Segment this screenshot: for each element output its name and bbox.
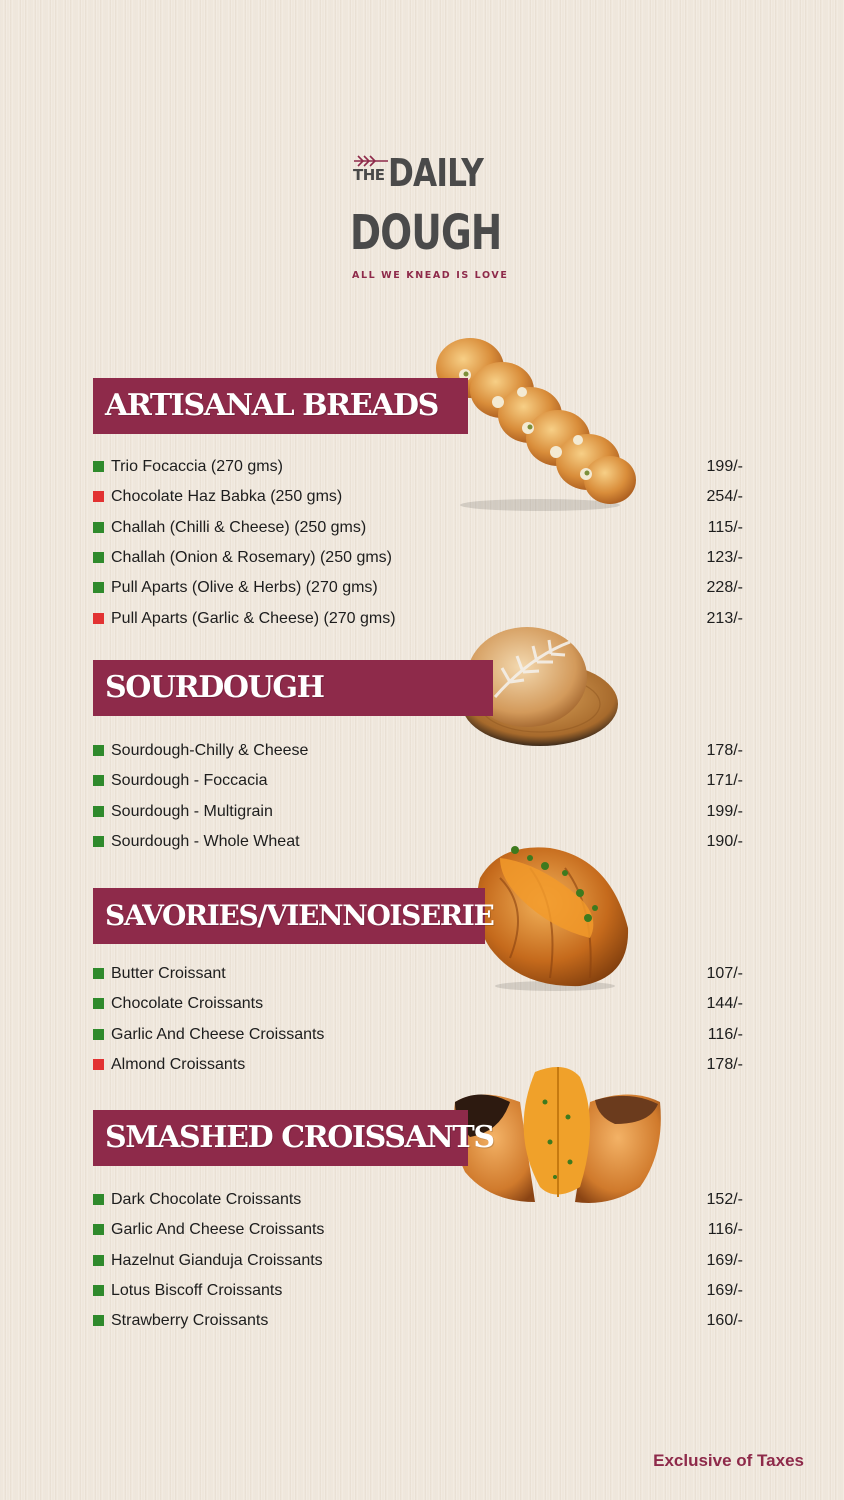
menu-item-name: Sourdough-Chilly & Cheese [111,742,309,759]
menu-item-name: Sourdough - Whole Wheat [111,833,300,850]
section-title-sourdough: SOURDOUGH [93,660,493,716]
nonveg-indicator-icon [93,613,104,624]
menu-item-price: 160/- [706,1312,743,1329]
menu-item-name: Strawberry Croissants [111,1312,269,1329]
menu-item [93,1249,743,1273]
menu-item [93,1218,743,1242]
menu-item-price: 152/- [706,1191,743,1208]
veg-indicator-icon [93,745,104,756]
menu-item-name: Pull Aparts (Garlic & Cheese) (270 gms) [111,610,396,627]
veg-indicator-icon [93,1285,104,1296]
brand-tagline: ALL WE KNEAD IS LOVE [352,270,509,281]
menu-item [93,1023,743,1047]
menu-item [93,516,743,540]
brand-logo [350,150,509,290]
veg-indicator-icon [93,552,104,563]
menu-item-price: 115/- [707,519,743,536]
veg-indicator-icon [93,968,104,979]
menu-item-name: Garlic And Cheese Croissants [111,1026,325,1043]
veg-indicator-icon [93,582,104,593]
brand-the: THE [353,166,385,184]
menu-item-name: Dark Chocolate Croissants [111,1191,302,1208]
menu-item [93,830,743,854]
veg-indicator-icon [93,836,104,847]
menu-item-name: Garlic And Cheese Croissants [111,1221,325,1238]
menu-item [93,485,743,509]
menu-item [93,800,743,824]
veg-indicator-icon [93,1315,104,1326]
menu-item-name: Chocolate Croissants [111,995,264,1012]
section-title-smashed-croissants: SMASHED CROISSANTS [93,1110,468,1166]
menu-item-price: 213/- [706,610,743,627]
tax-note: Exclusive of Taxes [653,1451,804,1470]
brand-dough: DOUGH [350,205,502,261]
menu-item [93,1309,743,1333]
menu-item-price: 169/- [706,1282,743,1299]
menu-item-price: 107/- [706,965,743,982]
menu-item-price: 228/- [706,579,743,596]
veg-indicator-icon [93,775,104,786]
veg-indicator-icon [93,461,104,472]
menu-item [93,1279,743,1303]
menu-item-name: Sourdough - Multigrain [111,803,273,820]
menu-item-name: Chocolate Haz Babka (250 gms) [111,488,343,505]
brand-daily: DAILY [388,151,484,195]
veg-indicator-icon [93,522,104,533]
menu-item [93,992,743,1016]
menu-item [93,739,743,763]
section-title-savories-viennoiserie: SAVORIES/VIENNOISERIE [93,888,485,944]
menu-item-price: 178/- [706,1056,743,1073]
menu-item-price: 116/- [707,1221,743,1238]
menu-item [93,607,743,631]
menu-item-name: Almond Croissants [111,1056,246,1073]
veg-indicator-icon [93,1255,104,1266]
section-title-artisanal-breads: ARTISANAL BREADS [93,378,468,434]
menu-item-name: Lotus Biscoff Croissants [111,1282,283,1299]
menu-item-price: 254/- [706,488,743,505]
menu-item-price: 199/- [706,458,743,475]
menu-item [93,962,743,986]
menu-item-price: 171/- [706,772,743,789]
menu-item-name: Sourdough - Foccacia [111,772,268,789]
menu-item-price: 169/- [706,1252,743,1269]
menu-item-price: 123/- [706,549,743,566]
menu-item-price: 116/- [707,1026,743,1043]
menu-item [93,1188,743,1212]
menu-item [93,1053,743,1077]
menu-item [93,769,743,793]
menu-item-price: 199/- [706,803,743,820]
menu-item-name: Trio Focaccia (270 gms) [111,458,283,475]
veg-indicator-icon [93,806,104,817]
menu-item-price: 144/- [706,995,743,1012]
veg-indicator-icon [93,998,104,1009]
menu-item-price: 178/- [706,742,743,759]
veg-indicator-icon [93,1194,104,1205]
nonveg-indicator-icon [93,491,104,502]
menu-item [93,576,743,600]
veg-indicator-icon [93,1029,104,1040]
menu-item-name: Hazelnut Gianduja Croissants [111,1252,323,1269]
menu-item-name: Butter Croissant [111,965,226,982]
menu-item [93,455,743,479]
menu-item-price: 190/- [706,833,743,850]
veg-indicator-icon [93,1224,104,1235]
nonveg-indicator-icon [93,1059,104,1070]
menu-item-name: Challah (Onion & Rosemary) (250 gms) [111,549,392,566]
menu-item [93,546,743,570]
menu-item-name: Challah (Chilli & Cheese) (250 gms) [111,519,367,536]
menu-item-name: Pull Aparts (Olive & Herbs) (270 gms) [111,579,378,596]
